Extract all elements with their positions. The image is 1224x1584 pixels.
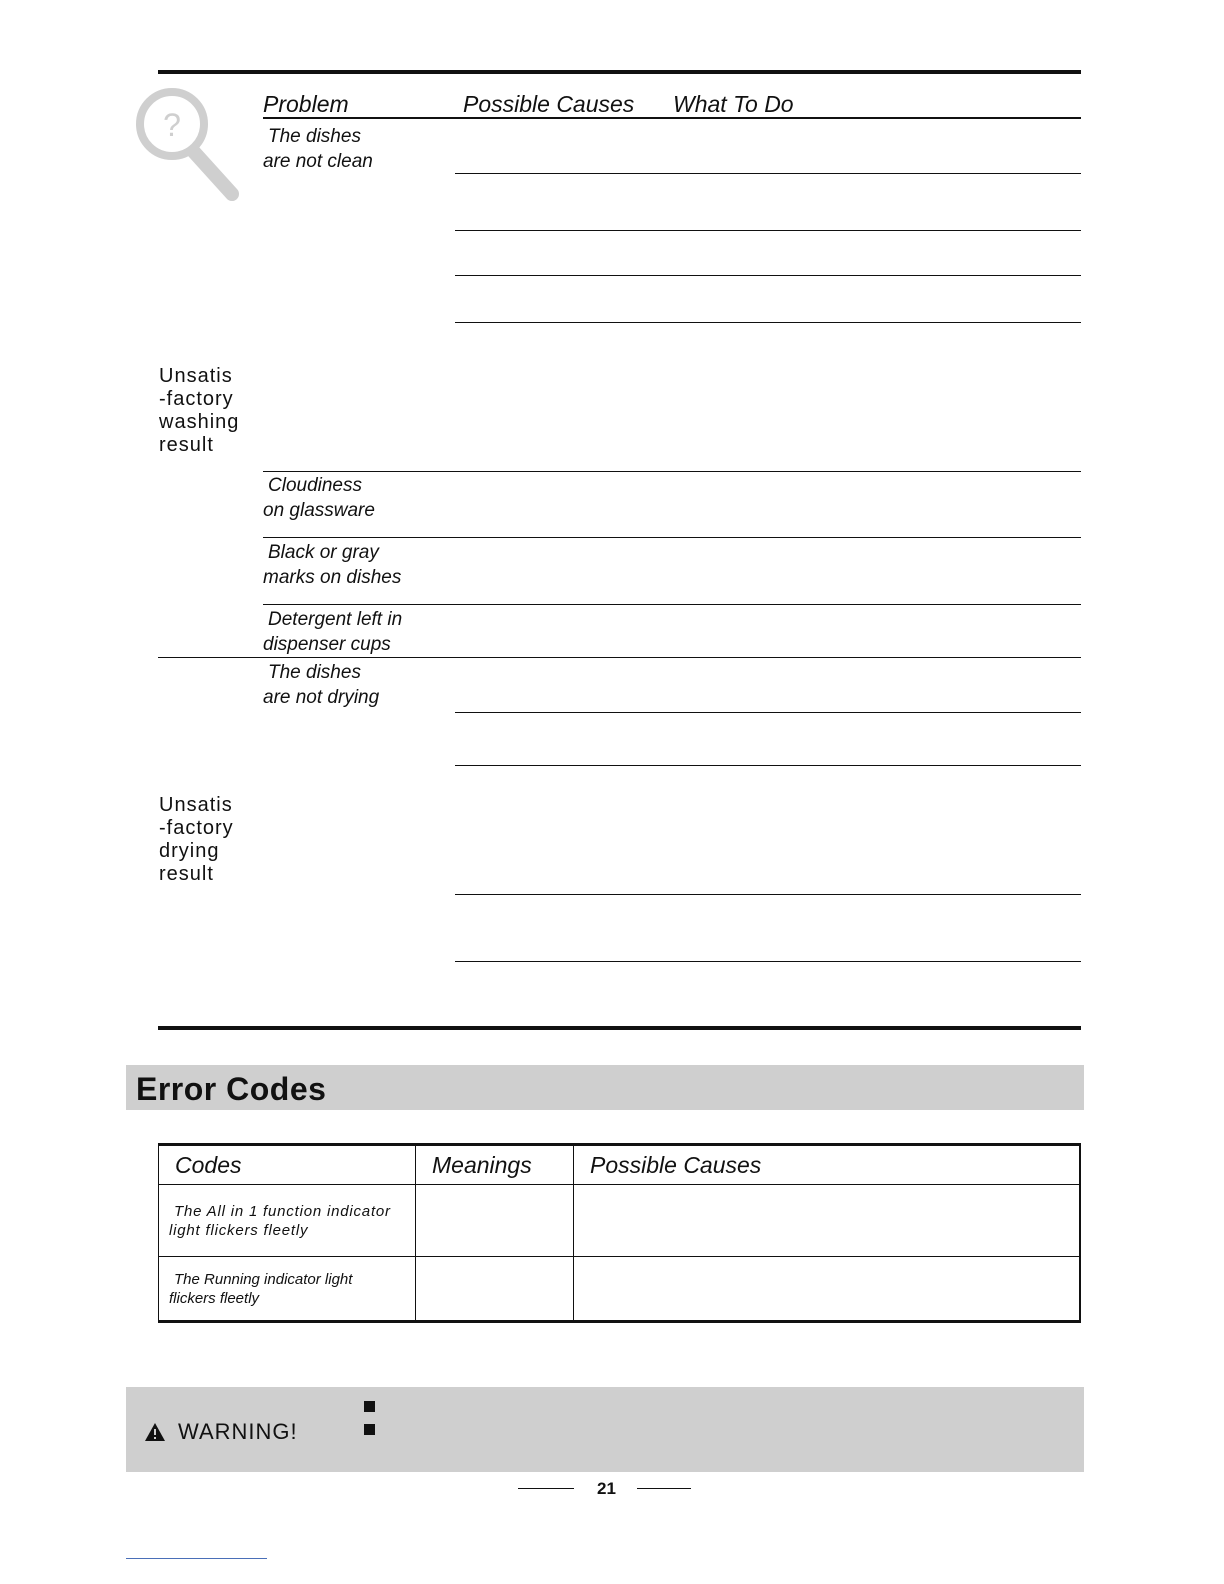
cause-divider: [455, 712, 1081, 713]
error-codes-bar: [126, 1065, 1084, 1110]
header-possible-causes: Possible Causes: [463, 91, 635, 117]
error-codes-title: Error Codes: [136, 1071, 327, 1107]
footer-link-rule: [126, 1558, 267, 1559]
meaning-cell: [416, 1257, 574, 1322]
bullet-square-icon: [364, 1424, 375, 1435]
warning-triangle-icon: [144, 1422, 166, 1442]
code-cell: The All in 1 function indicator light flickers fleetly: [159, 1185, 416, 1257]
problem-black-marks: Black or gray marks on dishes: [263, 542, 402, 588]
table-header-row: [159, 1145, 1081, 1185]
table-row: [159, 1257, 1081, 1322]
bullet-square-icon: [364, 1401, 375, 1412]
problem-divider: [263, 471, 1081, 472]
bottom-rule: [158, 1026, 1081, 1030]
category-washing: Unsatis -factory washing result: [159, 365, 240, 456]
cause-divider: [455, 894, 1081, 895]
page-number: 21: [597, 1479, 616, 1498]
column-header-meanings: Meanings: [416, 1145, 574, 1185]
cause-divider: [455, 230, 1081, 231]
problem-divider: [263, 604, 1081, 605]
category-drying: Unsatis -factory drying result: [159, 794, 234, 885]
cause-divider: [455, 322, 1081, 323]
column-header-possible-causes: Possible Causes: [574, 1145, 1081, 1185]
cause-divider: [455, 765, 1081, 766]
column-header-codes: Codes: [159, 1145, 416, 1185]
causes-cell: [574, 1185, 1081, 1257]
svg-text:?: ?: [163, 107, 181, 143]
warning-text: WARNING!: [178, 1419, 298, 1444]
cause-divider: [455, 961, 1081, 962]
cause-divider: [455, 275, 1081, 276]
warning-label: [144, 1419, 298, 1445]
page-number-rule-right: [637, 1488, 691, 1489]
magnifier-question-icon: [134, 86, 244, 204]
table-row: [159, 1185, 1081, 1257]
error-codes-table: [158, 1143, 1081, 1323]
code-cell: The Running indicator light flickers fleetly: [159, 1257, 416, 1322]
header-rule: [263, 117, 1081, 119]
page-number-rule-left: [518, 1488, 574, 1489]
causes-cell: [574, 1257, 1081, 1322]
problem-detergent-left: Detergent left in dispenser cups: [263, 609, 403, 655]
problem-not-drying: The dishes are not drying: [263, 662, 380, 708]
cause-divider: [455, 173, 1081, 174]
meaning-cell: [416, 1185, 574, 1257]
header-problem: Problem: [263, 91, 349, 117]
section-divider: [158, 657, 1081, 658]
warning-box: [126, 1387, 1084, 1472]
problem-dishes-not-clean: The dishes are not clean: [263, 126, 373, 172]
header-what-to-do: What To Do: [673, 91, 794, 117]
top-rule: [158, 70, 1081, 74]
problem-divider: [263, 537, 1081, 538]
problem-cloudiness: Cloudiness on glassware: [263, 475, 375, 521]
